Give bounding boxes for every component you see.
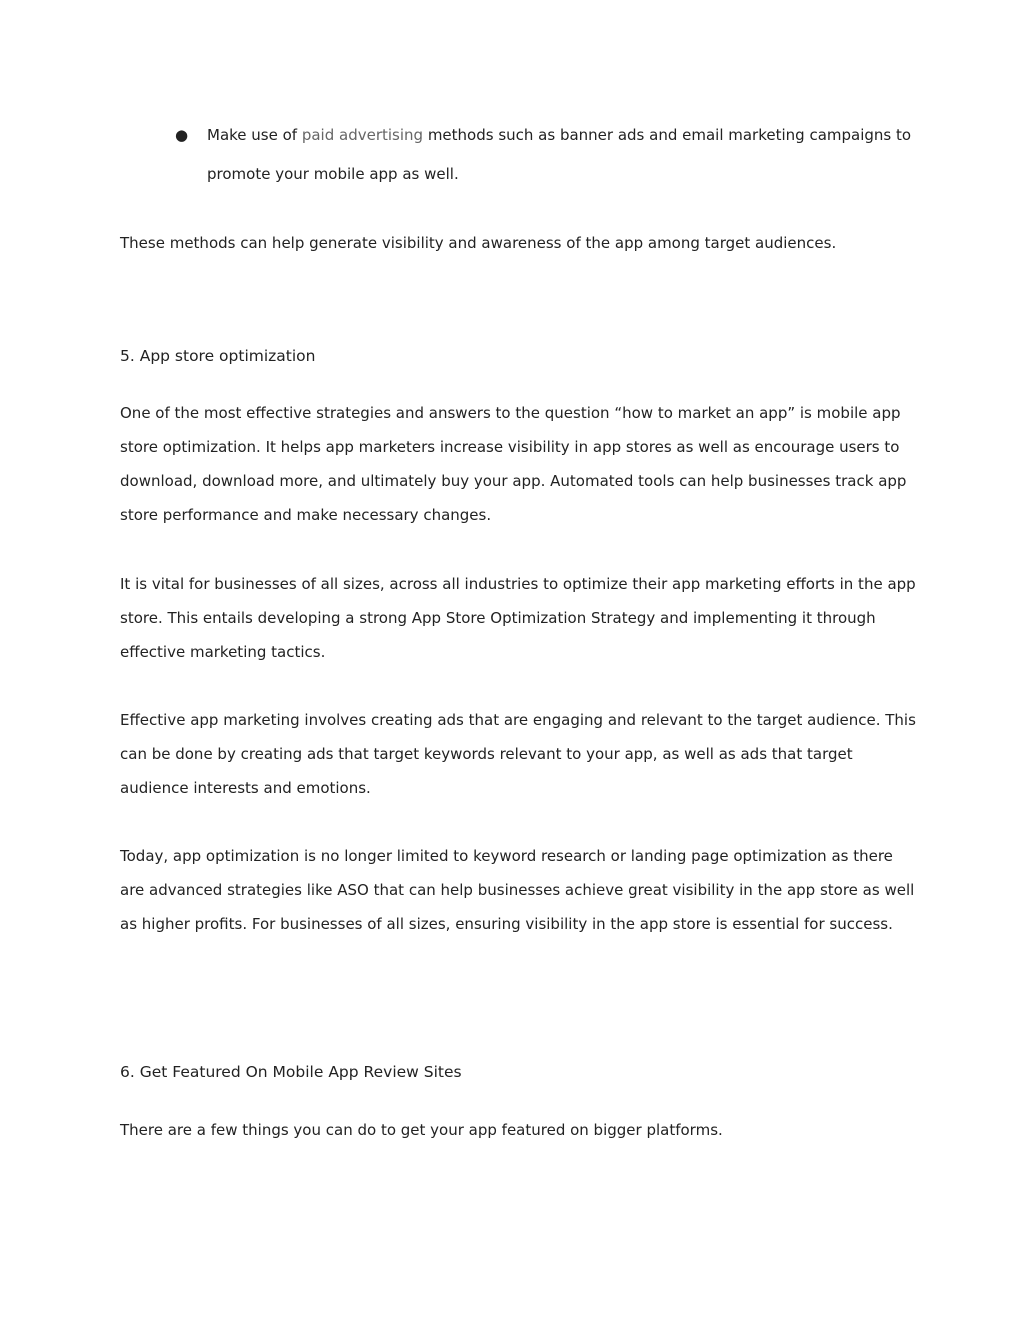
bullet-text-end: methods such as banner ads and email marketing campaigns to promote your mobile app as well.	[207, 126, 912, 183]
paragraph-methods: These methods can help generate visibility and awareness of the app among target audiences.	[120, 234, 837, 252]
paragraph-featured-platforms: There are a few things you can do to get your app featured on bigger platforms.	[120, 1121, 723, 1139]
bullet-item	[175, 116, 917, 194]
bullet-marker: ●	[175, 126, 189, 144]
bullet-text-start: Make use of	[207, 126, 302, 144]
paragraph-aso-intro: One of the most effective strategies and answers to the question “how to market an app” is mobile app store optimization. It helps app marketers increase visibility in app stores as well as encourage users to download, download more, and ultimately buy your app. Automated tools can help businesses track app store performance and make necessary changes.	[120, 404, 907, 524]
section-heading-app-store-optimization: 5. App store optimization	[120, 347, 316, 365]
paragraph-aso-vital: It is vital for businesses of all sizes, across all industries to optimize their app marketing efforts in the app store. This entails developing a strong App Store Optimization Strategy and implementing it through effective marketing tactics.	[120, 575, 916, 661]
paragraph-effective-marketing: Effective app marketing involves creating ads that are engaging and relevant to the target audience. This can be done by creating ads that target keywords relevant to your app, as well as ads that target audience interests and emotions.	[120, 711, 916, 797]
paragraph-app-optimization-today: Today, app optimization is no longer limited to keyword research or landing page optimization as there are advanced strategies like ASO that can help businesses achieve great visibility in the app store as well as higher profits. For businesses of all sizes, ensuring visibility in the app store is essential for success.	[120, 847, 915, 933]
section-heading-review-sites: 6. Get Featured On Mobile App Review Sites	[120, 1063, 462, 1081]
paid-advertising-link[interactable]: paid advertising	[301, 126, 424, 144]
